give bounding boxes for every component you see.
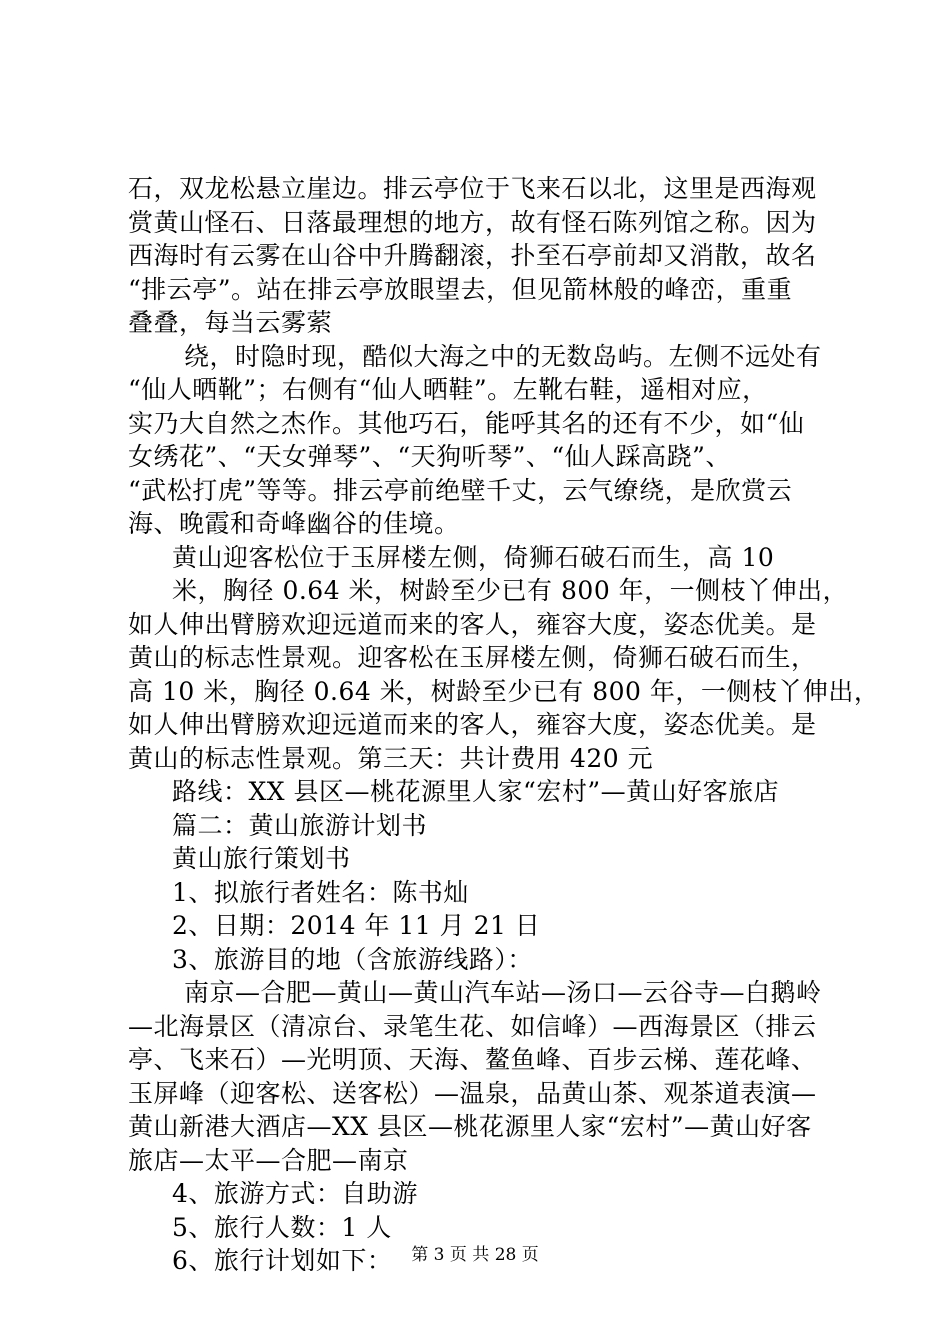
text-line: —北海景区（清凉台、录笔生花、如信峰）—西海景区（排云 <box>128 1011 817 1041</box>
text-line: 玉屏峰（迎客松、送客松）—温泉，品黄山茶、观茶道表演— <box>128 1078 817 1108</box>
text-line: 黄山迎客松位于玉屏楼左侧，倚狮石破石而生，高 10 <box>172 542 775 572</box>
list-item: 6、旅行计划如下： <box>172 1246 393 1275</box>
text-line: “排云亭”。站在排云亭放眼望去，但见箭林般的峰峦，重重 <box>128 274 793 304</box>
text-line: 米，胸径 0.64 米，树龄至少已有 800 年，一侧枝丫伸出， <box>172 576 849 605</box>
list-item: 3、旅游目的地（含旅游线路）： <box>172 944 533 974</box>
list-item: 2、日期：2014 年 11 月 21 日 <box>172 911 541 940</box>
text-line: 高 10 米，胸径 0.64 米，树龄至少已有 800 年，一侧枝丫伸出， <box>128 676 880 706</box>
document-title: 黄山旅行策划书 <box>172 844 351 873</box>
text-line: 如人伸出臂膀欢迎远道而来的客人，雍容大度，姿态优美。是 <box>128 710 817 739</box>
list-item: 4、旅游方式：自助游 <box>172 1179 418 1208</box>
list-item: 1、拟旅行者姓名：陈书灿 <box>172 877 469 907</box>
text-line: 石，双龙松悬立崖边。排云亭位于飞来石以北，这里是西海观 <box>128 174 817 203</box>
document-body <box>128 172 880 1278</box>
text-line: “武松打虎”等等。排云亭前绝壁千丈，云气缭绕，是欣赏云 <box>128 475 793 505</box>
text-line: 黄山新港大酒店—XX 县区—桃花源里人家“宏村”—黄山好客 <box>128 1112 812 1141</box>
text-line: 如人伸出臂膀欢迎远道而来的客人，雍容大度，姿态优美。是 <box>128 609 817 639</box>
text-line: 黄山的标志性景观。迎客松在玉屏楼左侧，倚狮石破石而生， <box>128 643 817 672</box>
text-line: 南京—合肥—黄山—黄山汽车站—汤口—云谷寺—白鹅岭 <box>184 978 822 1007</box>
text-line: 西海时有云雾在山谷中升腾翻滚，扑至石亭前却又消散，故名 <box>128 241 817 270</box>
text-line: 实乃大自然之杰作。其他巧石，能呼其名的还有不少，如“仙 <box>128 408 805 438</box>
text-line: 绕，时隐时现，酷似大海之中的无数岛屿。左侧不远处有 <box>184 341 822 371</box>
text-line: 女绣花”、“天女弹琴”、“天狗听琴”、“仙人踩高跷”、 <box>128 442 731 471</box>
page-footer <box>0 1244 950 1266</box>
text-line: “仙人晒靴”；右侧有“仙人晒鞋”。左靴右鞋，遥相对应， <box>128 375 768 404</box>
list-item: 5、旅行人数：1 人 <box>172 1212 392 1242</box>
text-line: 旅店—太平—合肥—南京 <box>128 1145 409 1175</box>
text-line: 黄山的标志性景观。第三天：共计费用 420 元 <box>128 743 654 773</box>
text-line: 路线：XX 县区—桃花源里人家“宏村”—黄山好客旅店 <box>172 777 780 806</box>
text-line: 亭、飞来石）—光明顶、天海、鳌鱼峰、百步云梯、莲花峰、 <box>128 1045 817 1074</box>
page-number-label: 第 3 页 共 28 页 <box>411 1245 539 1265</box>
text-line: 海、晚霞和奇峰幽谷的佳境。 <box>128 509 460 538</box>
text-line: 赏黄山怪石、日落最理想的地方，故有怪石陈列馆之称。因为 <box>128 207 817 237</box>
section-heading: 篇二：黄山旅游计划书 <box>172 810 428 840</box>
text-line: 叠叠，每当云雾萦 <box>128 308 333 337</box>
